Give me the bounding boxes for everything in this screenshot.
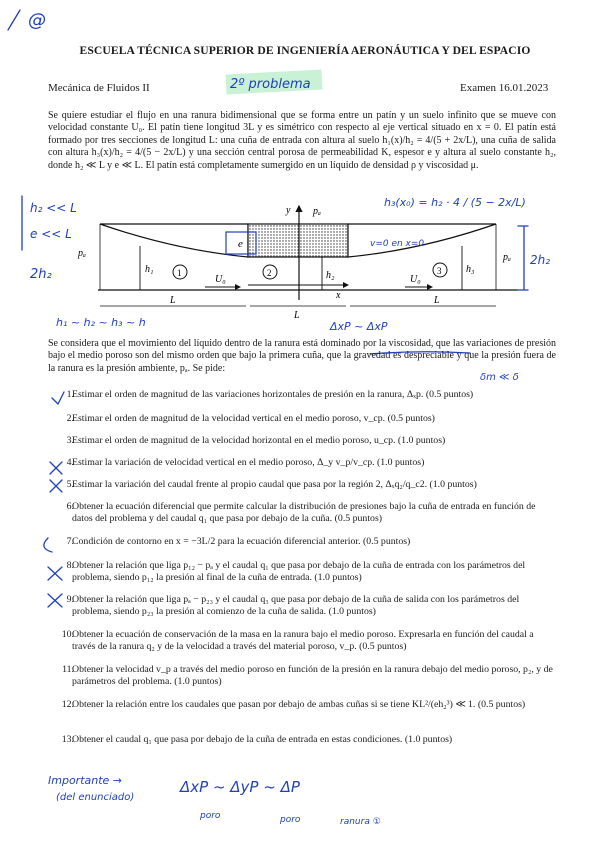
question-number: 7. bbox=[66, 536, 74, 547]
question-text: Obtener la relación que liga pₐ − p₂₃ y el caudal q₃ que pasa por debajo de la cuña de salida con los parámetros del problema, siendo p₂₃ la presión al comienzo de la cuña de salida. (1.0 puntos) bbox=[72, 594, 520, 617]
question-number: 11. bbox=[62, 664, 74, 675]
pressure-note: ΔxP ~ ΔxP bbox=[330, 320, 388, 333]
question-text: Obtener la relación que liga p₁₂ − pₐ y el caudal q₁ que pasa por debajo de la cuña de entrada con los parámetros del problema, siendo p₁₂ la presión al final de la cuña de entrada. (1.0 puntos) bbox=[72, 560, 526, 583]
y-axis-label: y bbox=[286, 205, 291, 216]
L-mid-label: L bbox=[294, 310, 300, 321]
region-2-label: 2 bbox=[267, 268, 272, 278]
question-text: Estimar el orden de magnitud de las variaciones horizontales de presión en la ranura, Δₓp. (0.5 puntos) bbox=[72, 389, 474, 400]
question-number: 10. bbox=[61, 629, 74, 640]
L-right-label: L bbox=[434, 295, 440, 306]
question-number: 3. bbox=[66, 435, 74, 446]
question-number: 8. bbox=[66, 560, 74, 571]
x-axis-label: x bbox=[336, 290, 341, 301]
region-1-label: 1 bbox=[177, 268, 182, 278]
question-number: 13. bbox=[61, 734, 74, 745]
question-number: 1. bbox=[66, 389, 74, 400]
cross-note: δm ≪ δ bbox=[480, 372, 519, 383]
question-number: 9. bbox=[66, 594, 74, 605]
question-text: Obtener la relación entre los caudales que pasan por debajo de ambas cuñas si se tiene KL²/(eh₂³) ≪ 1. (0.5 puntos) bbox=[72, 699, 526, 710]
question-text: Estimar la variación del caudal frente al propio caudal que pasa por la región 2, Δₓq₂/q_c2. (1.0 puntos) bbox=[72, 479, 477, 490]
h2-note: h₂ << L bbox=[30, 201, 77, 215]
u0-left-label: U₀ bbox=[215, 274, 226, 285]
question-text: Obtener la ecuación de conservación de la masa en la ranura bajo el medio poroso. Expresarla en función del caudal a través de la ranura q₂ y de la velocidad a través del material poroso, v_p. (0.5 puntos) bbox=[72, 629, 534, 652]
velocity-note: v=0 en x=0 bbox=[370, 239, 425, 249]
u0-right-label: U₀ bbox=[410, 274, 421, 285]
p-right-label: pₐ bbox=[503, 252, 511, 263]
e-box bbox=[226, 232, 256, 254]
right-bracket bbox=[518, 226, 528, 290]
two-h2-right: 2h₂ bbox=[530, 253, 551, 267]
h1-label: h₁ bbox=[145, 264, 154, 275]
question-text: Estimar el orden de magnitud de la velocidad vertical en el medio poroso, v_cp. (0.5 puntos) bbox=[72, 413, 435, 424]
question-text: Estimar el orden de magnitud de la velocidad horizontal en el medio poroso, u_cp. (1.0 puntos) bbox=[72, 435, 446, 446]
question-text: Condición de contorno en x = −3L/2 para la ecuación diferencial anterior. (0.5 puntos) bbox=[72, 536, 411, 547]
two-h2-left: 2h₂ bbox=[30, 267, 52, 282]
exam-date: Examen 16.01.2023 bbox=[460, 82, 549, 94]
bottom-formula: ΔxP ~ ΔyP ~ ΔP bbox=[180, 778, 300, 796]
question-text: Obtener el caudal q₁ que pasa por debajo de la cuña de entrada en estas condiciones. (1.0 puntos) bbox=[72, 734, 453, 745]
bracket-mark bbox=[44, 538, 52, 552]
school-title: ESCUELA TÉCNICA SUPERIOR DE INGENIERÍA AERONÁUTICA Y DEL ESPACIO bbox=[79, 44, 531, 57]
question-number: 2. bbox=[66, 413, 74, 424]
h3-label: h₃ bbox=[466, 264, 475, 275]
question-number: 5. bbox=[66, 479, 74, 490]
p-left-label: pₐ bbox=[78, 248, 86, 259]
region-3-label: 3 bbox=[437, 266, 442, 276]
h2-label: h₂ bbox=[326, 270, 335, 281]
question-text: Obtener la velocidad v_p a través del medio poroso en función de la presión en la ranura debajo del medio poroso, p₂, y de parámetros del problema. (1.0 puntos) bbox=[72, 664, 553, 687]
question-number: 6. bbox=[66, 501, 74, 512]
title-note: 2º problema bbox=[230, 77, 311, 92]
question-text: Estimar la variación de velocidad vertical en el medio poroso, Δ_y v_p/v_cp. (1.0 puntos) bbox=[72, 457, 425, 468]
question-number: 4. bbox=[66, 457, 74, 468]
e-note: e << L bbox=[30, 227, 72, 241]
e-label: e bbox=[238, 238, 243, 250]
bottom-sub-1: poro bbox=[200, 811, 221, 821]
question-number: 12. bbox=[61, 699, 74, 710]
L-left-label: L bbox=[170, 295, 176, 306]
bottom-sub-2: poro bbox=[280, 815, 301, 825]
subject-title: Mecánica de Fluidos II bbox=[48, 82, 150, 94]
conditions-paragraph: Se considera que el movimiento del líquido dentro de la ranura está dominado por la viscosidad, que las variaciones de presión bajo el medio poroso son del mismo orden que bajo la primera cuña, que la gravedad es despreciable y que la presión fuera de la ranura es la presión ambiente, pₐ. Se pide: bbox=[48, 338, 556, 374]
question-text: Obtener la ecuación diferencial que permite calcular la distribución de presiones bajo la cuña de entrada en función de datos del problema y del caudal q₁ que pasa por debajo de la cuña. (0.5 puntos) bbox=[72, 501, 536, 524]
intro-paragraph: Se quiere estudiar el flujo en una ranura bidimensional que se forma entre un patín y un suelo infinito que se mueve con velocidad constante U₀. El patín tiene longitud 3L y es simétrico con respecto al eje vertical situado en x = 0. El patín está formado por tres secciones de longitud L: una cuña de entrada con altura al suelo h₁(x)/h₂ = 4/(5 + 2x/L), una cuña de salida con altura h₃(x)/h₂ = 4/(5 − 2x/L) y una sección central porosa de permeabilidad K, espesor e y altura al suelo constante h₂, donde h₂ ≪ L y e ≪ L. El patín está completamente sumergido en un líquido de densidad ρ y viscosidad μ. bbox=[48, 110, 556, 171]
corner-at-mark: @ bbox=[28, 10, 46, 31]
bottom-note-2: (del enunciado) bbox=[56, 792, 135, 803]
bottom-note-1: Importante → bbox=[48, 774, 123, 787]
p-top-label: pₐ bbox=[313, 206, 321, 217]
bottom-sub-3: ranura ① bbox=[340, 817, 381, 827]
heights-note: h₁ ~ h₂ ~ h₃ ~ h bbox=[56, 316, 146, 329]
h3-note: h₃(x₀) = h₂ · 4 / (5 − 2x/L) bbox=[384, 196, 526, 209]
